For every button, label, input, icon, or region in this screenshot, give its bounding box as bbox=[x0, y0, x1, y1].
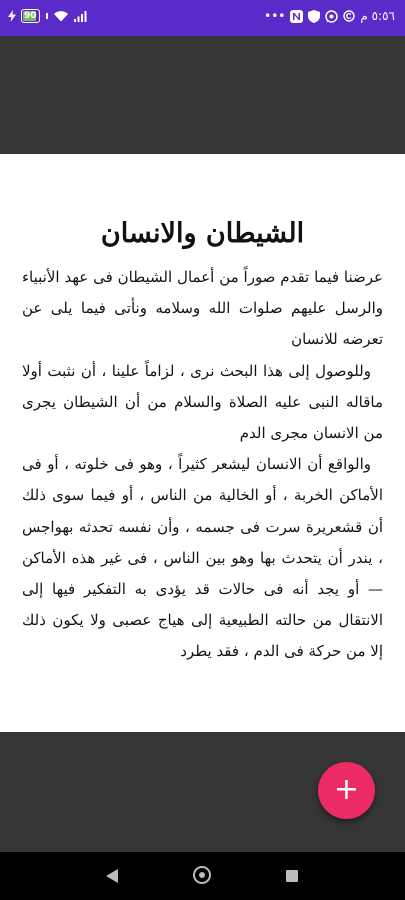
battery-cap bbox=[46, 13, 48, 19]
back-icon[interactable] bbox=[106, 869, 118, 883]
recents-icon[interactable] bbox=[286, 870, 298, 882]
status-left-group bbox=[8, 9, 88, 23]
page-title: الشيطان والانسان bbox=[100, 218, 305, 249]
signal-icon bbox=[74, 10, 88, 22]
battery-icon bbox=[21, 9, 40, 23]
status-bar bbox=[0, 0, 405, 36]
overflow-dots: ••• bbox=[264, 9, 286, 23]
plus-icon: + bbox=[333, 771, 360, 807]
home-icon[interactable] bbox=[193, 866, 211, 884]
status-time: ٥:٥٦ م bbox=[360, 9, 395, 23]
whatsapp-icon bbox=[325, 10, 338, 23]
copyright-icon bbox=[343, 10, 355, 22]
wifi-icon bbox=[53, 10, 69, 22]
paragraph-1: عرضنا فيما تقدم صوراً من أعمال الشيطان فى عهد الأنبياء والرسل عليهم صلوات الله وسلامه ونأتى فيما يلى عن تعرضه للانسان bbox=[22, 268, 383, 349]
status-right-group bbox=[264, 9, 395, 23]
home-icon-dot bbox=[199, 872, 205, 878]
document-body bbox=[22, 262, 383, 668]
lightning-icon bbox=[8, 10, 16, 22]
navigation-bar bbox=[0, 852, 405, 900]
add-button[interactable] bbox=[318, 762, 375, 819]
paragraph-3: والواقع أن الانسان ليشعر كثيراً ، وهو فى خلوته ، أو فى الأماكن الخربة ، أو الخالية من الناس ، أو فيما سوى ذلك أن قشعريرة سرت فى جسمه ، وأن نفسه تحدثه بهواجس ، يندر أن يتحدث بها وهو بين الناس ، فى غير هذه الأماكن — أو يجد أنه فى حالات قد يؤدى به التفكير فيها إلى الانتقال من حالته الطبيعية إلى هياج عصبى ولا يكون ذلك إلا من حركة فى الدم ، فقد يطرد bbox=[22, 455, 383, 661]
battery-level: 90 bbox=[24, 11, 37, 21]
n-app-icon bbox=[290, 10, 303, 23]
paragraph-2: وللوصول إلى هذا البحث نرى ، لزاماً علينا ، أن نثبت أولا ماقاله النبى عليه الصلاة والسلام من أن الشيطان يجرى من الانسان مجرى الدم bbox=[22, 361, 383, 443]
document-page[interactable] bbox=[0, 154, 405, 732]
viewer-background-top bbox=[0, 36, 405, 154]
shield-app-icon bbox=[308, 10, 320, 23]
